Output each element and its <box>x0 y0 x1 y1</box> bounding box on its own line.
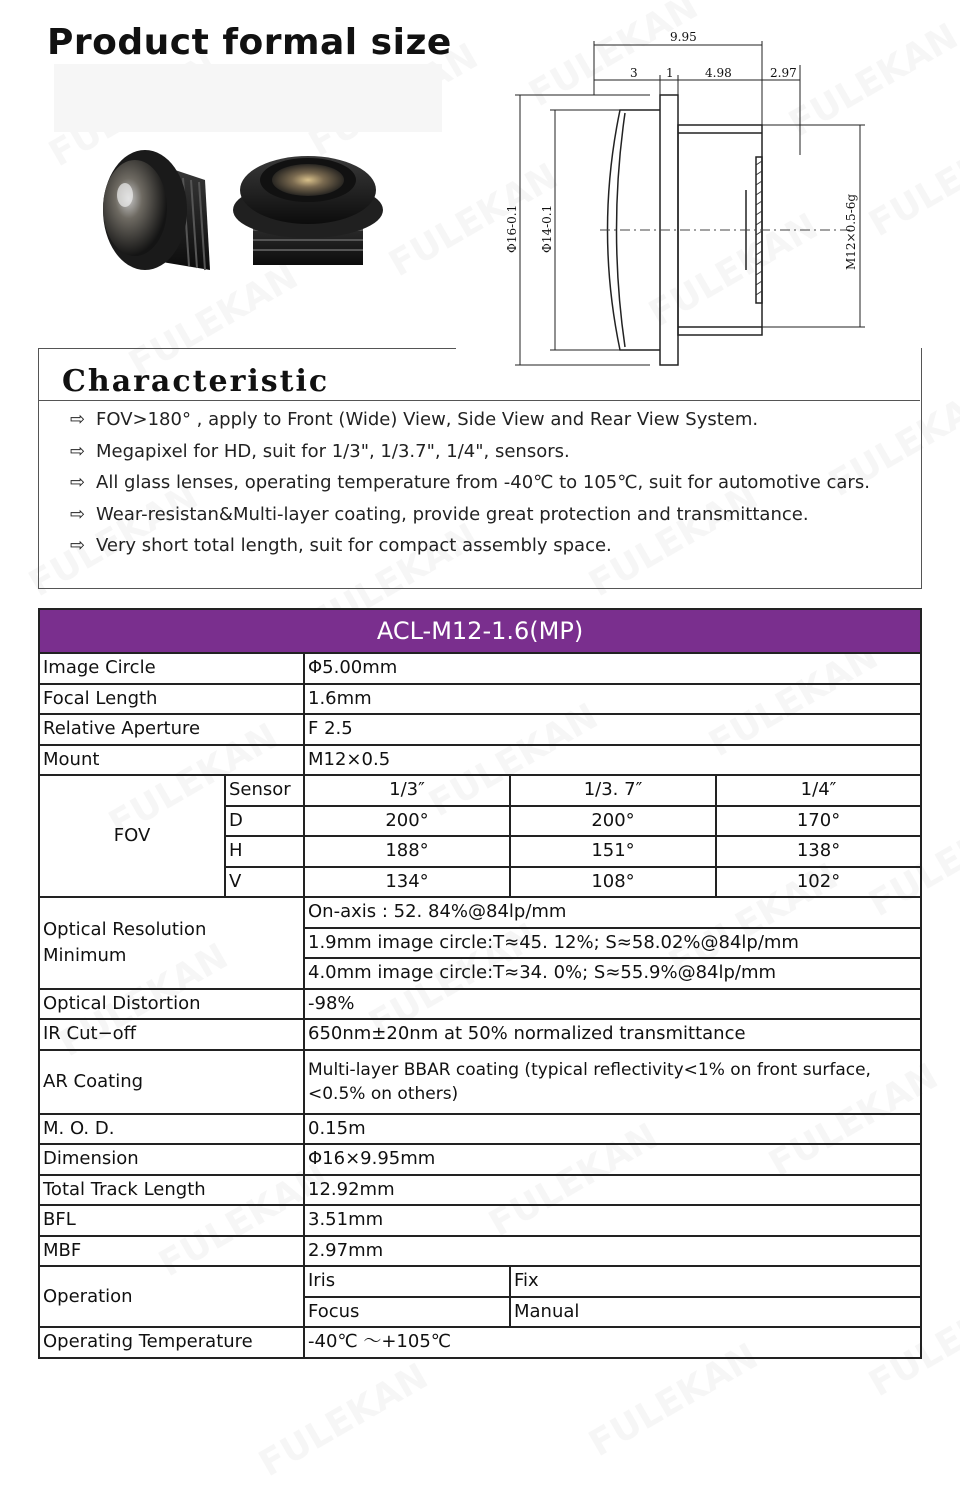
characteristic-item <box>70 406 870 438</box>
table-row-ar-coating <box>39 1050 921 1114</box>
focus-value: Manual <box>510 1297 921 1328</box>
op-temp-value: -40℃ ～+105℃ <box>304 1327 921 1358</box>
ir-cut-value: 650nm±20nm at 50% normalized transmittance <box>304 1019 921 1050</box>
resolution-value-2: 1.9mm image circle:T≈45. 12%; S≈58.02%@84lp/mm <box>304 928 921 959</box>
arrow-right-icon: ⇨ <box>70 503 86 525</box>
fov-d-3: 170° <box>716 806 921 837</box>
table-row-ir-cut <box>39 1019 921 1050</box>
watermark-text <box>252 1356 435 1485</box>
ir-cut-label: IR Cut−off <box>39 1019 304 1050</box>
bfl-value: 3.51mm <box>304 1205 921 1236</box>
dimension-diagram <box>500 25 960 375</box>
fov-sensor-label: Sensor <box>225 775 304 806</box>
fov-d-2: 200° <box>510 806 716 837</box>
thread-label: M12×0.5-6g <box>844 193 858 270</box>
mbf-label: MBF <box>39 1236 304 1267</box>
aperture-value: F 2.5 <box>304 714 921 745</box>
dim-d-label: 2.97 <box>770 66 797 80</box>
characteristic-item-text: Wear-resistan&Multi-layer coating, provide great protection and transmittance. <box>96 503 809 525</box>
table-row-resolution-1 <box>39 897 921 928</box>
mount-label: Mount <box>39 745 304 776</box>
resolution-value-1: On-axis : 52. 84%@84lp/mm <box>304 897 921 928</box>
distortion-label: Optical Distortion <box>39 989 304 1020</box>
fov-sensor-3: 1/4″ <box>716 775 921 806</box>
mod-label: M. O. D. <box>39 1114 304 1145</box>
model-name: ACL-M12-1.6(MP) <box>39 609 921 653</box>
fov-d-label: D <box>225 806 304 837</box>
resolution-value-3: 4.0mm image circle:T≈34. 0%; S≈55.9%@84lp/mm <box>304 958 921 989</box>
dim-c-label: 4.98 <box>705 66 732 80</box>
dim-a-label: 3 <box>630 66 638 80</box>
table-row-ttl <box>39 1175 921 1206</box>
characteristic-title: Characteristic <box>62 364 330 399</box>
focus-label: Focus <box>304 1297 510 1328</box>
image-circle-label: Image Circle <box>39 653 304 684</box>
characteristic-divider <box>38 400 920 401</box>
table-row-fov-sensor <box>39 775 921 806</box>
aperture-label: Relative Aperture <box>39 714 304 745</box>
bfl-label: BFL <box>39 1205 304 1236</box>
characteristic-item <box>70 501 870 533</box>
characteristic-item <box>70 469 870 501</box>
mbf-value: 2.97mm <box>304 1236 921 1267</box>
characteristic-item <box>70 532 870 564</box>
distortion-value: -98% <box>304 989 921 1020</box>
arrow-right-icon: ⇨ <box>70 472 86 493</box>
fov-sensor-1: 1/3″ <box>304 775 510 806</box>
table-row-bfl <box>39 1205 921 1236</box>
table-row-aperture <box>39 714 921 745</box>
arrow-right-icon: ⇨ <box>70 409 86 430</box>
table-row-mbf <box>39 1236 921 1267</box>
page-title: Product formal size <box>47 22 452 63</box>
mod-value: 0.15m <box>304 1114 921 1145</box>
table-row-image-circle <box>39 653 921 684</box>
fov-v-1: 134° <box>304 867 510 898</box>
ttl-value: 12.92mm <box>304 1175 921 1206</box>
resolution-label <box>39 897 304 989</box>
table-row-dimension <box>39 1144 921 1175</box>
characteristic-item-text: Megapixel for HD, suit for 1/3", 1/3.7", 1/4", sensors. <box>96 440 570 462</box>
lens-photo-left <box>103 150 210 270</box>
dim-total-label: 9.95 <box>670 30 697 44</box>
table-row-mount <box>39 745 921 776</box>
table-row-operation-iris <box>39 1266 921 1297</box>
image-circle-value: Φ5.00mm <box>304 653 921 684</box>
dim-b-label: 1 <box>666 66 674 80</box>
ar-coating-label: AR Coating <box>39 1050 304 1114</box>
fov-h-1: 188° <box>304 836 510 867</box>
dimension-label: Dimension <box>39 1144 304 1175</box>
focal-length-label: Focal Length <box>39 684 304 715</box>
characteristic-list <box>70 406 870 564</box>
op-temp-label: Operating Temperature <box>39 1327 304 1358</box>
focal-length-value: 1.6mm <box>304 684 921 715</box>
table-row-header <box>39 609 921 653</box>
ttl-label: Total Track Length <box>39 1175 304 1206</box>
iris-value: Fix <box>510 1266 921 1297</box>
resolution-label-line2: Minimum <box>43 944 127 966</box>
fov-h-label: H <box>225 836 304 867</box>
characteristic-item-text: All glass lenses, operating temperature from -40℃ to 105℃, suit for automotive cars. <box>96 472 870 493</box>
iris-label: Iris <box>304 1266 510 1297</box>
table-row-distortion <box>39 989 921 1020</box>
dia-outer-label: Φ16-0.1 <box>505 204 519 253</box>
fov-v-2: 108° <box>510 867 716 898</box>
dimension-value: Φ16×9.95mm <box>304 1144 921 1175</box>
fov-h-3: 138° <box>716 836 921 867</box>
spec-table <box>38 608 922 1359</box>
product-photos <box>85 120 385 320</box>
lens-photo-right <box>233 156 383 265</box>
mount-value: M12×0.5 <box>304 745 921 776</box>
table-row-focal-length <box>39 684 921 715</box>
fov-d-1: 200° <box>304 806 510 837</box>
table-row-mod <box>39 1114 921 1145</box>
fov-v-3: 102° <box>716 867 921 898</box>
operation-label: Operation <box>39 1266 304 1327</box>
dia-inner-label: Φ14-0.1 <box>540 204 554 253</box>
arrow-right-icon: ⇨ <box>70 440 86 462</box>
resolution-label-line1: Optical Resolution <box>43 918 207 940</box>
fov-sensor-2: 1/3. 7″ <box>510 775 716 806</box>
characteristic-item <box>70 438 870 470</box>
arrow-right-icon: ⇨ <box>70 535 86 556</box>
characteristic-item-text: Very short total length, suit for compact assembly space. <box>96 535 612 556</box>
fov-v-label: V <box>225 867 304 898</box>
fov-label: FOV <box>39 775 225 897</box>
characteristic-item-text: FOV>180° , apply to Front (Wide) View, Side View and Rear View System. <box>96 409 759 430</box>
fov-h-2: 151° <box>510 836 716 867</box>
ar-coating-value: Multi-layer BBAR coating (typical reflectivity<1% on front surface, <0.5% on others) <box>304 1050 921 1114</box>
table-row-op-temp <box>39 1327 921 1358</box>
